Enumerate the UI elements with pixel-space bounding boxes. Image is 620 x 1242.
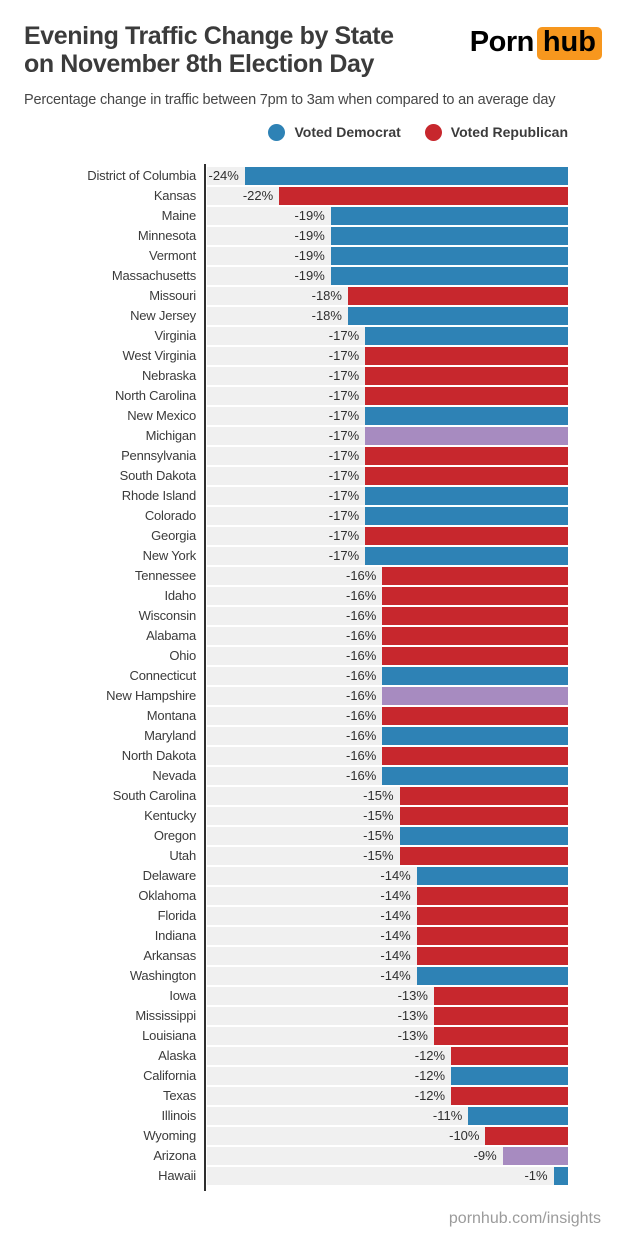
state-label: West Virginia	[122, 347, 196, 363]
value-label: -11%	[432, 1107, 463, 1123]
state-label: Texas	[163, 1087, 196, 1103]
state-label: Florida	[157, 907, 196, 923]
value-label: -12%	[414, 1087, 446, 1103]
chart-row	[0, 827, 568, 845]
chart-row	[0, 947, 568, 965]
state-label: Louisiana	[142, 1027, 196, 1043]
value-label: -9%	[473, 1147, 497, 1163]
value-label: -17%	[328, 447, 360, 463]
bar	[382, 667, 568, 685]
value-label: -18%	[311, 307, 342, 323]
chart-row	[0, 787, 568, 805]
value-label: -19%	[294, 207, 325, 223]
chart-row	[0, 367, 568, 385]
state-label: South Dakota	[119, 467, 196, 483]
value-label: -17%	[328, 387, 360, 403]
bar-track	[207, 187, 568, 205]
legend	[0, 124, 568, 141]
bar	[382, 627, 568, 645]
state-label: Hawaii	[158, 1167, 196, 1183]
bar	[400, 847, 568, 865]
state-label: Wisconsin	[138, 607, 196, 623]
chart-row	[0, 187, 568, 205]
bar	[434, 1007, 568, 1025]
bar-track	[207, 547, 568, 565]
value-label: -14%	[380, 967, 411, 983]
state-label: Oklahoma	[138, 887, 196, 903]
state-label: Oregon	[153, 827, 196, 843]
bar-track	[207, 447, 568, 465]
bar	[485, 1127, 568, 1145]
page-title	[24, 22, 394, 79]
bar	[382, 727, 568, 745]
chart-row	[0, 987, 568, 1005]
value-label: -16%	[345, 687, 377, 703]
chart-row	[0, 507, 568, 525]
chart-row	[0, 687, 568, 705]
header	[0, 0, 620, 79]
bar	[400, 827, 568, 845]
state-label: New Mexico	[127, 407, 196, 423]
bar-track	[207, 1027, 568, 1045]
value-label: -16%	[345, 667, 377, 683]
bar	[331, 227, 568, 245]
value-label: -24%	[208, 167, 239, 183]
state-label: Delaware	[142, 867, 196, 883]
bar-track	[207, 587, 568, 605]
bar-track	[207, 1007, 568, 1025]
chart-row	[0, 487, 568, 505]
value-label: -16%	[345, 647, 377, 663]
bar	[417, 867, 568, 885]
value-label: -13%	[397, 1007, 428, 1023]
bar-track	[207, 867, 568, 885]
bar	[348, 307, 568, 325]
bar	[365, 547, 568, 565]
bar	[400, 787, 568, 805]
bar	[417, 947, 568, 965]
value-label: -17%	[328, 467, 360, 483]
bar	[382, 767, 568, 785]
chart-row	[0, 427, 568, 445]
bar-track	[207, 467, 568, 485]
bar	[279, 187, 568, 205]
y-axis-line	[204, 164, 206, 1191]
bar-track	[207, 207, 568, 225]
bar	[400, 807, 568, 825]
value-label: -15%	[363, 847, 394, 863]
bar	[434, 1027, 568, 1045]
state-label: Georgia	[151, 527, 196, 543]
bar	[382, 747, 568, 765]
value-label: -19%	[294, 267, 325, 283]
bar	[417, 927, 568, 945]
chart-row	[0, 1127, 568, 1145]
value-label: -17%	[328, 547, 360, 563]
state-label: Virginia	[154, 327, 196, 343]
value-label: -19%	[294, 227, 325, 243]
bar	[554, 1167, 568, 1185]
chart-row	[0, 707, 568, 725]
state-label: Illinois	[161, 1107, 196, 1123]
bar-track	[207, 287, 568, 305]
bar-track	[207, 947, 568, 965]
bar-track	[207, 887, 568, 905]
bar-track	[207, 707, 568, 725]
value-label: -17%	[328, 487, 360, 503]
bar	[417, 907, 568, 925]
state-label: Idaho	[164, 587, 196, 603]
chart-rows	[0, 167, 568, 1185]
chart-subtitle: Percentage change in traffic between 7pm to 3am when compared to an average day	[24, 91, 556, 108]
bar-track	[207, 967, 568, 985]
bar-track	[207, 407, 568, 425]
logo-porn-text: Porn	[469, 26, 534, 58]
bar	[434, 987, 568, 1005]
chart-row	[0, 927, 568, 945]
bar	[365, 427, 568, 445]
value-label: -17%	[328, 347, 360, 363]
state-label: Nebraska	[141, 367, 196, 383]
bar	[365, 327, 568, 345]
bar-track	[207, 267, 568, 285]
value-label: -12%	[414, 1047, 446, 1063]
value-label: -16%	[345, 767, 377, 783]
chart-row	[0, 607, 568, 625]
chart-row	[0, 1027, 568, 1045]
bar	[382, 607, 568, 625]
bar	[365, 467, 568, 485]
bar	[382, 687, 568, 705]
chart-row	[0, 387, 568, 405]
value-label: -17%	[328, 507, 360, 523]
state-label: Ohio	[169, 647, 196, 663]
state-label: Tennessee	[134, 567, 196, 583]
chart-row	[0, 1107, 568, 1125]
state-label: Colorado	[144, 507, 196, 523]
chart-row	[0, 247, 568, 265]
state-label: Michigan	[145, 427, 196, 443]
bar-track	[207, 987, 568, 1005]
bar	[365, 527, 568, 545]
bar-track	[207, 927, 568, 945]
value-label: -12%	[414, 1067, 446, 1083]
legend-item-republican	[425, 124, 568, 141]
bar	[382, 707, 568, 725]
state-label: Kansas	[153, 187, 196, 203]
bar-track	[207, 1127, 568, 1145]
state-label: Indiana	[154, 927, 196, 943]
value-label: -16%	[345, 587, 377, 603]
bar-track	[207, 427, 568, 445]
bar-track	[207, 327, 568, 345]
chart-row	[0, 767, 568, 785]
bar	[382, 647, 568, 665]
chart-row	[0, 527, 568, 545]
chart-row	[0, 1167, 568, 1185]
value-label: -16%	[345, 607, 377, 623]
value-label: -15%	[363, 807, 394, 823]
bar-track	[207, 727, 568, 745]
bar	[348, 287, 568, 305]
value-label: -17%	[328, 427, 360, 443]
republican-color-dot	[425, 124, 442, 141]
chart-row	[0, 327, 568, 345]
chart-row	[0, 907, 568, 925]
state-label: Iowa	[169, 987, 196, 1003]
state-label: Minnesota	[137, 227, 196, 243]
title-line-2: on November 8th Election Day	[24, 50, 374, 79]
bar-track	[207, 1107, 568, 1125]
chart-row	[0, 727, 568, 745]
value-label: -15%	[363, 787, 394, 803]
bar	[365, 367, 568, 385]
chart-row	[0, 1007, 568, 1025]
bar-track	[207, 1147, 568, 1165]
value-label: -16%	[345, 707, 377, 723]
bar-track	[207, 307, 568, 325]
value-label: -17%	[328, 527, 360, 543]
bar-track	[207, 387, 568, 405]
state-label: Arkansas	[143, 947, 196, 963]
state-label: Nevada	[152, 767, 196, 783]
bar-track	[207, 527, 568, 545]
state-label: Massachusetts	[111, 267, 196, 283]
chart-row	[0, 867, 568, 885]
bar	[451, 1087, 568, 1105]
chart-row	[0, 547, 568, 565]
bar	[331, 207, 568, 225]
bar-track	[207, 1167, 568, 1185]
bar	[245, 167, 568, 185]
state-label: Connecticut	[129, 667, 196, 683]
state-label: Alaska	[158, 1047, 196, 1063]
bar-track	[207, 227, 568, 245]
value-label: -14%	[380, 907, 411, 923]
bar-track	[207, 1087, 568, 1105]
chart-row	[0, 627, 568, 645]
value-label: -22%	[242, 187, 274, 203]
chart-row	[0, 407, 568, 425]
title-line-1: Evening Traffic Change by State	[24, 22, 394, 50]
value-label: -14%	[380, 947, 411, 963]
chart-row	[0, 967, 568, 985]
state-label: New York	[142, 547, 196, 563]
bar	[331, 267, 568, 285]
bar-track	[207, 827, 568, 845]
bar-track	[207, 567, 568, 585]
bar	[417, 967, 568, 985]
state-label: District of Columbia	[87, 167, 196, 183]
chart-row	[0, 307, 568, 325]
state-label: Maine	[161, 207, 196, 223]
bar-chart	[0, 167, 568, 1185]
value-label: -13%	[397, 987, 428, 1003]
bar	[382, 587, 568, 605]
state-label: South Carolina	[112, 787, 196, 803]
bar-track	[207, 167, 568, 185]
chart-row	[0, 647, 568, 665]
legend-item-democrat	[268, 124, 400, 141]
bar-track	[207, 787, 568, 805]
bar-track	[207, 507, 568, 525]
chart-row	[0, 347, 568, 365]
value-label: -14%	[380, 927, 411, 943]
bar	[451, 1047, 568, 1065]
state-label: Washington	[129, 967, 196, 983]
bar	[365, 507, 568, 525]
state-label: Wyoming	[143, 1127, 196, 1143]
legend-democrat-label: Voted Democrat	[294, 124, 401, 140]
value-label: -1%	[524, 1167, 548, 1183]
value-label: -17%	[328, 327, 360, 343]
value-label: -16%	[345, 567, 377, 583]
state-label: Kentucky	[144, 807, 196, 823]
chart-row	[0, 1047, 568, 1065]
state-label: Montana	[146, 707, 196, 723]
chart-row	[0, 807, 568, 825]
bar	[468, 1107, 568, 1125]
state-label: Utah	[169, 847, 196, 863]
state-label: Pennsylvania	[121, 447, 196, 463]
state-label: North Carolina	[114, 387, 196, 403]
bar-track	[207, 367, 568, 385]
chart-row	[0, 667, 568, 685]
value-label: -17%	[328, 407, 360, 423]
bar-track	[207, 627, 568, 645]
state-label: Missouri	[149, 287, 196, 303]
chart-row	[0, 227, 568, 245]
legend-republican-label: Voted Republican	[450, 124, 568, 140]
bar-track	[207, 907, 568, 925]
state-label: Rhode Island	[121, 487, 196, 503]
chart-row	[0, 287, 568, 305]
value-label: -16%	[345, 627, 377, 643]
bar-track	[207, 487, 568, 505]
state-label: Mississippi	[135, 1007, 196, 1023]
bar	[503, 1147, 568, 1165]
bar	[365, 487, 568, 505]
chart-row	[0, 1147, 568, 1165]
chart-row	[0, 267, 568, 285]
chart-row	[0, 1067, 568, 1085]
chart-row	[0, 167, 568, 185]
bar	[365, 407, 568, 425]
state-label: California	[143, 1067, 196, 1083]
bar	[451, 1067, 568, 1085]
chart-row	[0, 447, 568, 465]
value-label: -14%	[380, 887, 411, 903]
bar-track	[207, 647, 568, 665]
chart-row	[0, 587, 568, 605]
logo-hub-badge: hub	[537, 27, 602, 60]
state-label: New Jersey	[130, 307, 196, 323]
chart-row	[0, 1087, 568, 1105]
value-label: -10%	[449, 1127, 480, 1143]
state-label: Alabama	[146, 627, 196, 643]
bar-track	[207, 767, 568, 785]
pornhub-logo	[470, 26, 602, 60]
value-label: -13%	[397, 1027, 428, 1043]
bar-track	[207, 1047, 568, 1065]
value-label: -14%	[380, 867, 411, 883]
value-label: -15%	[363, 827, 394, 843]
bar	[417, 887, 568, 905]
bar	[365, 347, 568, 365]
democrat-color-dot	[268, 124, 285, 141]
state-label: Maryland	[144, 727, 196, 743]
bar-track	[207, 1067, 568, 1085]
value-label: -17%	[328, 367, 360, 383]
chart-row	[0, 467, 568, 485]
bar-track	[207, 807, 568, 825]
bar-track	[207, 347, 568, 365]
bar-track	[207, 667, 568, 685]
bar-track	[207, 247, 568, 265]
chart-row	[0, 567, 568, 585]
value-label: -19%	[294, 247, 325, 263]
bar-track	[207, 687, 568, 705]
state-label: North Dakota	[121, 747, 196, 763]
chart-row	[0, 887, 568, 905]
bar	[365, 447, 568, 465]
bar	[331, 247, 568, 265]
bar-track	[207, 847, 568, 865]
state-label: Vermont	[148, 247, 196, 263]
bar-track	[207, 747, 568, 765]
chart-row	[0, 747, 568, 765]
value-label: -16%	[345, 727, 377, 743]
value-label: -16%	[345, 747, 377, 763]
state-label: New Hampshire	[106, 687, 196, 703]
chart-row	[0, 207, 568, 225]
bar	[365, 387, 568, 405]
bar-track	[207, 607, 568, 625]
state-label: Arizona	[153, 1147, 196, 1163]
footer-url: pornhub.com/insights	[448, 1210, 601, 1227]
value-label: -18%	[311, 287, 342, 303]
bar	[382, 567, 568, 585]
chart-row	[0, 847, 568, 865]
